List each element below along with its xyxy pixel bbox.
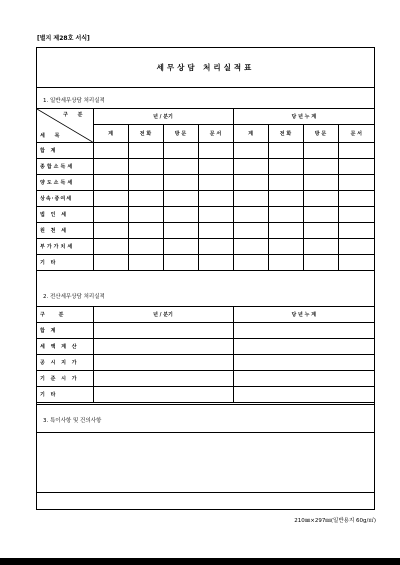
table-row (37, 371, 374, 387)
table-row (37, 207, 374, 223)
form-frame (36, 47, 375, 510)
row-label: 합 계 (37, 323, 93, 339)
paper-spec-note: 210㎜×297㎜(일반용지 60g/㎡) (294, 518, 376, 524)
electronic-consult-table (37, 306, 374, 403)
row-label: 기 타 (37, 387, 93, 403)
table-row (37, 143, 374, 159)
table-row (37, 239, 374, 255)
notes-area-bottom (37, 492, 374, 509)
row-label: 합 계 (37, 143, 93, 159)
table-row (37, 255, 374, 271)
bottom-bar (0, 558, 400, 565)
table-row (37, 191, 374, 207)
table-row (37, 323, 374, 339)
row-label: 법 인 세 (37, 207, 93, 223)
section1-heading: 1. 일반세무상담 처리실적 (43, 98, 105, 104)
group-header-cumulative: 당 년 누 계 (233, 307, 374, 323)
table-row (37, 159, 374, 175)
row-label: 공 시 지 가 (37, 355, 93, 371)
table-row (37, 387, 374, 403)
row-label: 부가가치세 (37, 239, 93, 255)
table-row (37, 175, 374, 191)
row-label: 양도소득세 (37, 175, 93, 191)
subhead: 문 서 (198, 125, 233, 143)
subhead: 문 서 (338, 125, 374, 143)
section2-heading: 2. 전산세무상담 처리실적 (43, 294, 105, 300)
general-consult-table (37, 108, 374, 271)
subhead: 방 문 (163, 125, 198, 143)
column-label: 구 분 (37, 307, 93, 323)
form-title: 세무상담 처리실적표 (37, 48, 374, 88)
notes-area (37, 432, 374, 492)
table-row (37, 355, 374, 371)
corner-label-top: 구 분 (63, 112, 87, 118)
table-row (37, 223, 374, 239)
section3-heading: 3. 특이사항 및 건의사항 (43, 418, 102, 424)
row-label: 원 천 세 (37, 223, 93, 239)
subhead: 계 (233, 125, 268, 143)
row-label: 기 준 시 가 (37, 371, 93, 387)
subhead: 방 문 (303, 125, 338, 143)
row-label: 기 타 (37, 255, 93, 271)
subhead: 계 (93, 125, 128, 143)
group-header-period: 년 / 분기 (93, 307, 233, 323)
form-number-label: [별지 제28호 서식] (37, 35, 90, 42)
subhead: 전 화 (128, 125, 163, 143)
group-header-cumulative: 당 년 누 계 (233, 109, 374, 125)
corner-label-bottom: 세 목 (40, 133, 64, 139)
group-header-period: 년 / 분기 (93, 109, 233, 125)
row-label: 상속·증여세 (37, 191, 93, 207)
subhead: 전 화 (268, 125, 303, 143)
row-label: 세 액 계 산 (37, 339, 93, 355)
table-row (37, 339, 374, 355)
corner-cell (37, 109, 93, 143)
row-label: 종합소득세 (37, 159, 93, 175)
